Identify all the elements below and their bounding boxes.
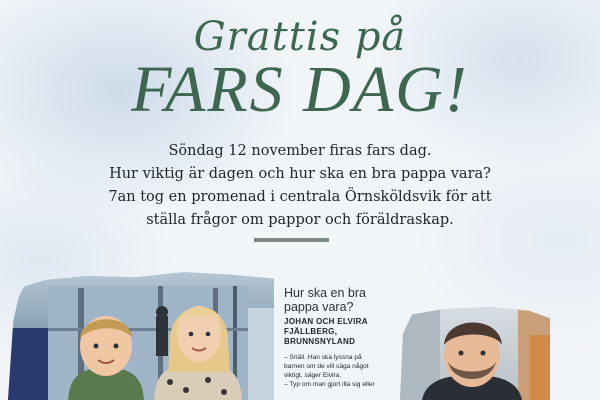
answer-line: – Snäll. Han ska lyssna på bbox=[284, 354, 362, 361]
answer-line: viktigt, säger Elvira. bbox=[284, 372, 342, 379]
answer-line: – Typ om man gjort illa sig eller bbox=[284, 381, 375, 388]
interview-column bbox=[284, 286, 394, 389]
man-photo bbox=[400, 305, 550, 400]
headline-big: FARS DAG! bbox=[131, 53, 469, 126]
man-photo-illustration bbox=[400, 305, 550, 400]
headline-small: Grattis på bbox=[193, 14, 407, 60]
intro-line: ställa frågor om pappor och föräldraskap. bbox=[146, 212, 454, 228]
interview-question bbox=[284, 286, 394, 314]
name-line: BRUNNSNYLAND bbox=[284, 337, 356, 346]
name-line: JOHAN OCH ELVIRA bbox=[284, 317, 368, 326]
divider-rule bbox=[254, 238, 329, 242]
interview-answer bbox=[284, 353, 394, 389]
answer-line: barnen om de vill säga något bbox=[284, 363, 369, 370]
children-photo bbox=[8, 268, 274, 400]
name-line: FJÄLLBERG, bbox=[284, 327, 338, 336]
children-photo-illustration bbox=[8, 268, 274, 400]
intro-text bbox=[60, 140, 540, 232]
interviewee-names bbox=[284, 317, 394, 347]
question-line: Hur ska en bra bbox=[284, 286, 366, 300]
intro-line: Söndag 12 november firas fars dag. bbox=[168, 143, 432, 159]
intro-line: 7an tog en promenad i centrala Örnsköldsvik för att bbox=[108, 189, 492, 205]
question-line: pappa vara? bbox=[284, 300, 354, 314]
intro-line: Hur viktig är dagen och hur ska en bra pappa vara? bbox=[109, 166, 491, 182]
